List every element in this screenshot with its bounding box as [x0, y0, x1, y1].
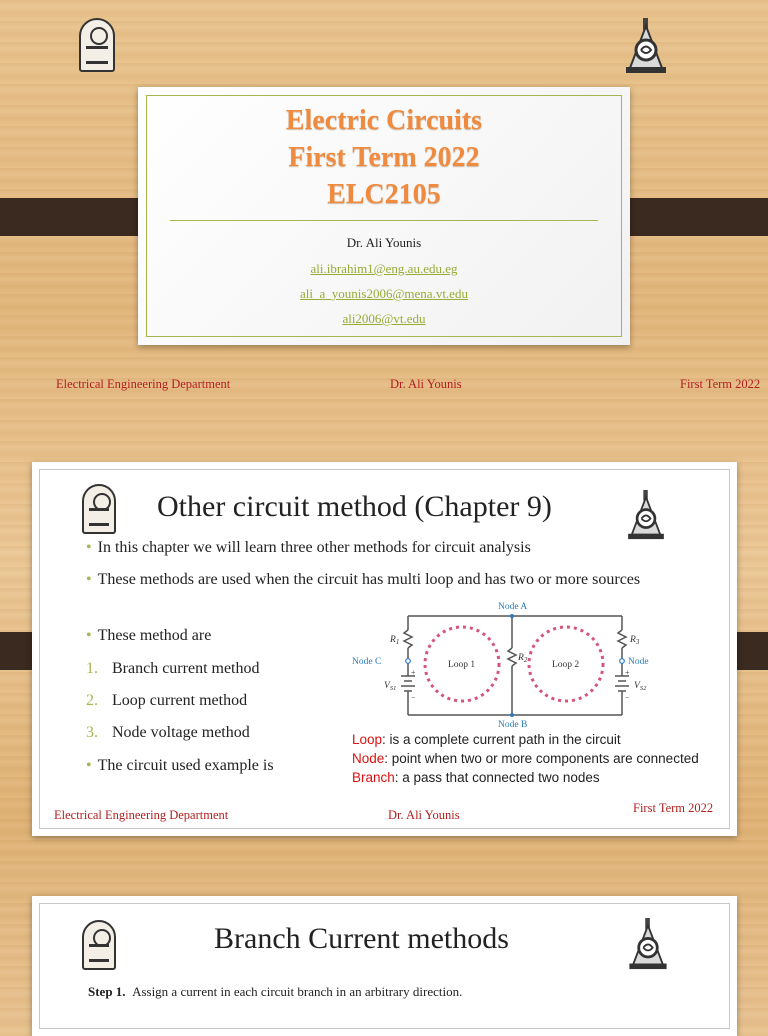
- vs2-plus: +: [625, 668, 630, 677]
- step-label: Step 1.: [88, 984, 126, 999]
- definition-branch: Branch: a pass that connected two nodes: [352, 770, 600, 785]
- r3-label: $R_3$: [630, 635, 640, 646]
- loop1-label: Loop 1: [448, 660, 476, 670]
- faculty-logo-icon: [624, 490, 668, 540]
- method-number: 3.: [86, 724, 98, 741]
- method-text: Branch current method: [112, 660, 260, 677]
- faculty-logo-icon: [624, 18, 668, 74]
- bullet-dot-icon: •: [86, 627, 92, 644]
- loop2-label: Loop 2: [552, 660, 580, 670]
- decor-bar: [0, 198, 155, 236]
- node-a-label: Node A: [498, 602, 528, 612]
- course-term-line: First Term 2022: [288, 142, 480, 173]
- bullet-item: [86, 754, 274, 777]
- method-number: 1.: [86, 660, 98, 677]
- node-c-label: Node C: [352, 657, 382, 667]
- bullet-item: [86, 624, 211, 647]
- method-text: Loop current method: [112, 692, 248, 709]
- r2-label: $R_2$: [518, 653, 528, 664]
- slide-other-methods: [32, 462, 737, 836]
- vs2-label: $V_{S2}$: [634, 681, 647, 692]
- bullet-text: In this chapter we will learn three other methods for circuit analysis: [97, 539, 531, 556]
- author-name: Dr. Ali Younis: [346, 235, 422, 250]
- decor-bar: [612, 198, 768, 236]
- vs1-label: $V_{S1}$: [384, 681, 397, 692]
- footer-department: Electrical Engineering Department: [56, 377, 231, 391]
- email-link[interactable]: ali_a_younis2006@mena.vt.edu: [300, 286, 468, 301]
- bullet-dot-icon: •: [86, 539, 92, 556]
- slide-title: Other circuit method (Chapter 9): [157, 490, 552, 523]
- title-card: [138, 87, 630, 345]
- course-title-line: Electric Circuits: [285, 105, 483, 136]
- bullet-item: [86, 568, 724, 591]
- footer-author: Dr. Ali Younis: [388, 808, 460, 822]
- slide-branch-current: [32, 896, 737, 1036]
- bullet-text: These methods are used when the circuit has multi loop and has two or more sources: [97, 571, 641, 588]
- vs1-minus: −: [411, 693, 416, 702]
- university-logo-icon: [82, 484, 116, 534]
- bullet-text: The circuit used example is: [97, 757, 274, 774]
- footer-term: First Term 2022: [633, 801, 714, 815]
- method-item: [86, 721, 250, 744]
- footer-author: Dr. Ali Younis: [390, 377, 462, 391]
- node-d-label: Node: [628, 657, 649, 667]
- definition-loop: Loop: is a complete current path in the circuit: [352, 732, 621, 747]
- method-text: Node voltage method: [112, 724, 250, 741]
- vs1-plus: +: [411, 668, 416, 677]
- university-logo-icon: [79, 18, 115, 72]
- step-text: Assign a current in each circuit branch in an arbitrary direction.: [132, 984, 463, 999]
- bullet-dot-icon: •: [86, 571, 92, 588]
- footer-term: First Term 2022: [680, 377, 761, 391]
- footer-department: Electrical Engineering Department: [54, 808, 229, 822]
- method-item: [86, 657, 260, 680]
- node-b-label: Node B: [498, 720, 528, 728]
- step-line: [88, 984, 462, 1000]
- bullet-item: [86, 536, 646, 559]
- circuit-diagram: [352, 598, 652, 728]
- method-item: [86, 689, 247, 712]
- slide-title: Branch Current methods: [214, 922, 509, 955]
- email-link[interactable]: ali2006@vt.edu: [342, 311, 426, 326]
- university-logo-icon: [82, 920, 116, 970]
- email-link[interactable]: ali.ibrahim1@eng.au.edu.eg: [310, 261, 458, 276]
- vs2-minus: −: [625, 693, 630, 702]
- title-divider: [170, 220, 598, 221]
- course-code-line: ELC2105: [327, 179, 441, 210]
- r1-label: $R_1$: [390, 635, 400, 646]
- method-number: 2.: [86, 692, 98, 709]
- faculty-logo-icon: [626, 918, 670, 970]
- bullet-text: These method are: [97, 627, 212, 644]
- definition-node: Node: point when two or more components are connected: [352, 751, 699, 766]
- bullet-dot-icon: •: [86, 757, 92, 774]
